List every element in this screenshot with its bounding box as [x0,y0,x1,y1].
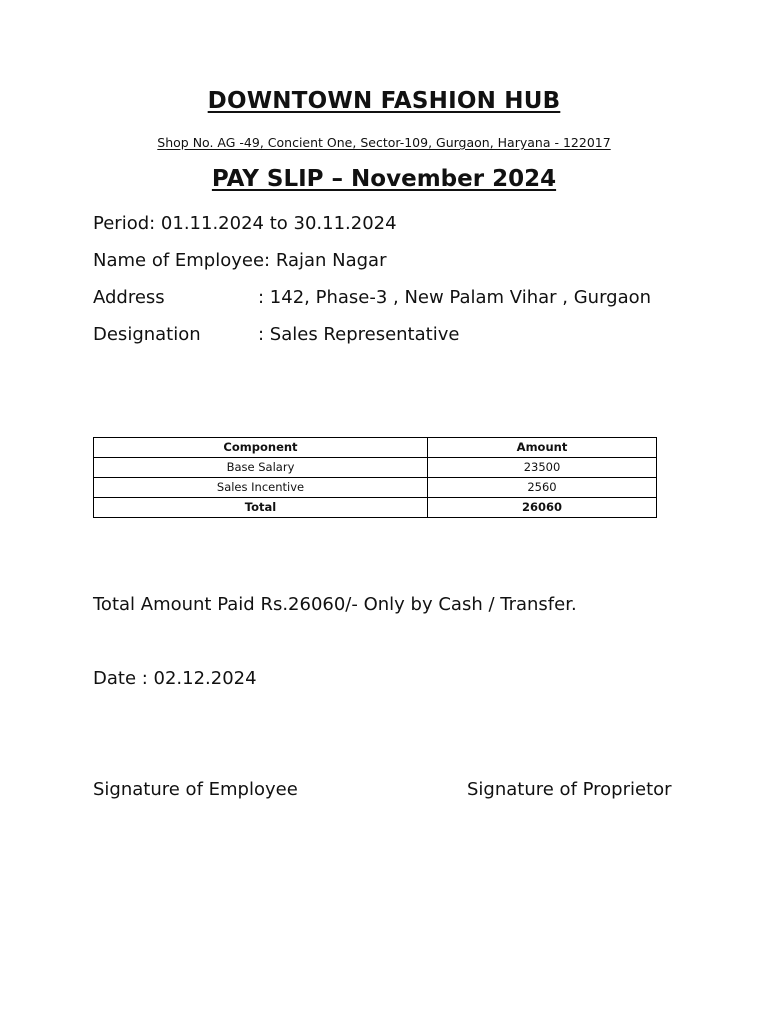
amount-cell: 2560 [428,478,657,498]
amount-cell: 23500 [428,458,657,478]
company-name: DOWNTOWN FASHION HUB [207,88,561,114]
table-header-row [94,438,657,458]
address-value: : 142, Phase-3 , New Palam Vihar , Gurgaon [258,287,652,308]
address-label: Address [93,287,165,308]
payment-date: Date : 02.12.2024 [93,668,257,689]
address-line [93,287,651,308]
total-row [94,498,657,518]
designation-label: Designation [93,324,201,345]
component-cell: Sales Incentive [94,478,428,498]
pay-slip-title: PAY SLIP – November 2024 [211,166,557,192]
company-address: Shop No. AG -49, Concient One, Sector-109, Gurgaon, Haryana - 122017 [157,135,611,150]
employee-name-line: Name of Employee: Rajan Nagar [93,250,387,271]
designation-value: : Sales Representative [258,324,460,345]
column-header-component: Component [94,438,428,458]
total-label-cell: Total [94,498,428,518]
designation-line [93,324,459,345]
proprietor-signature-label: Signature of Proprietor [467,779,672,800]
salary-table [93,437,657,518]
employee-signature-label: Signature of Employee [93,779,298,800]
total-amount-cell: 26060 [428,498,657,518]
component-cell: Base Salary [94,458,428,478]
table-row [94,478,657,498]
total-paid-statement: Total Amount Paid Rs.26060/- Only by Cash / Transfer. [93,594,577,615]
column-header-amount: Amount [428,438,657,458]
table-row [94,458,657,478]
period-line: Period: 01.11.2024 to 30.11.2024 [93,213,397,234]
